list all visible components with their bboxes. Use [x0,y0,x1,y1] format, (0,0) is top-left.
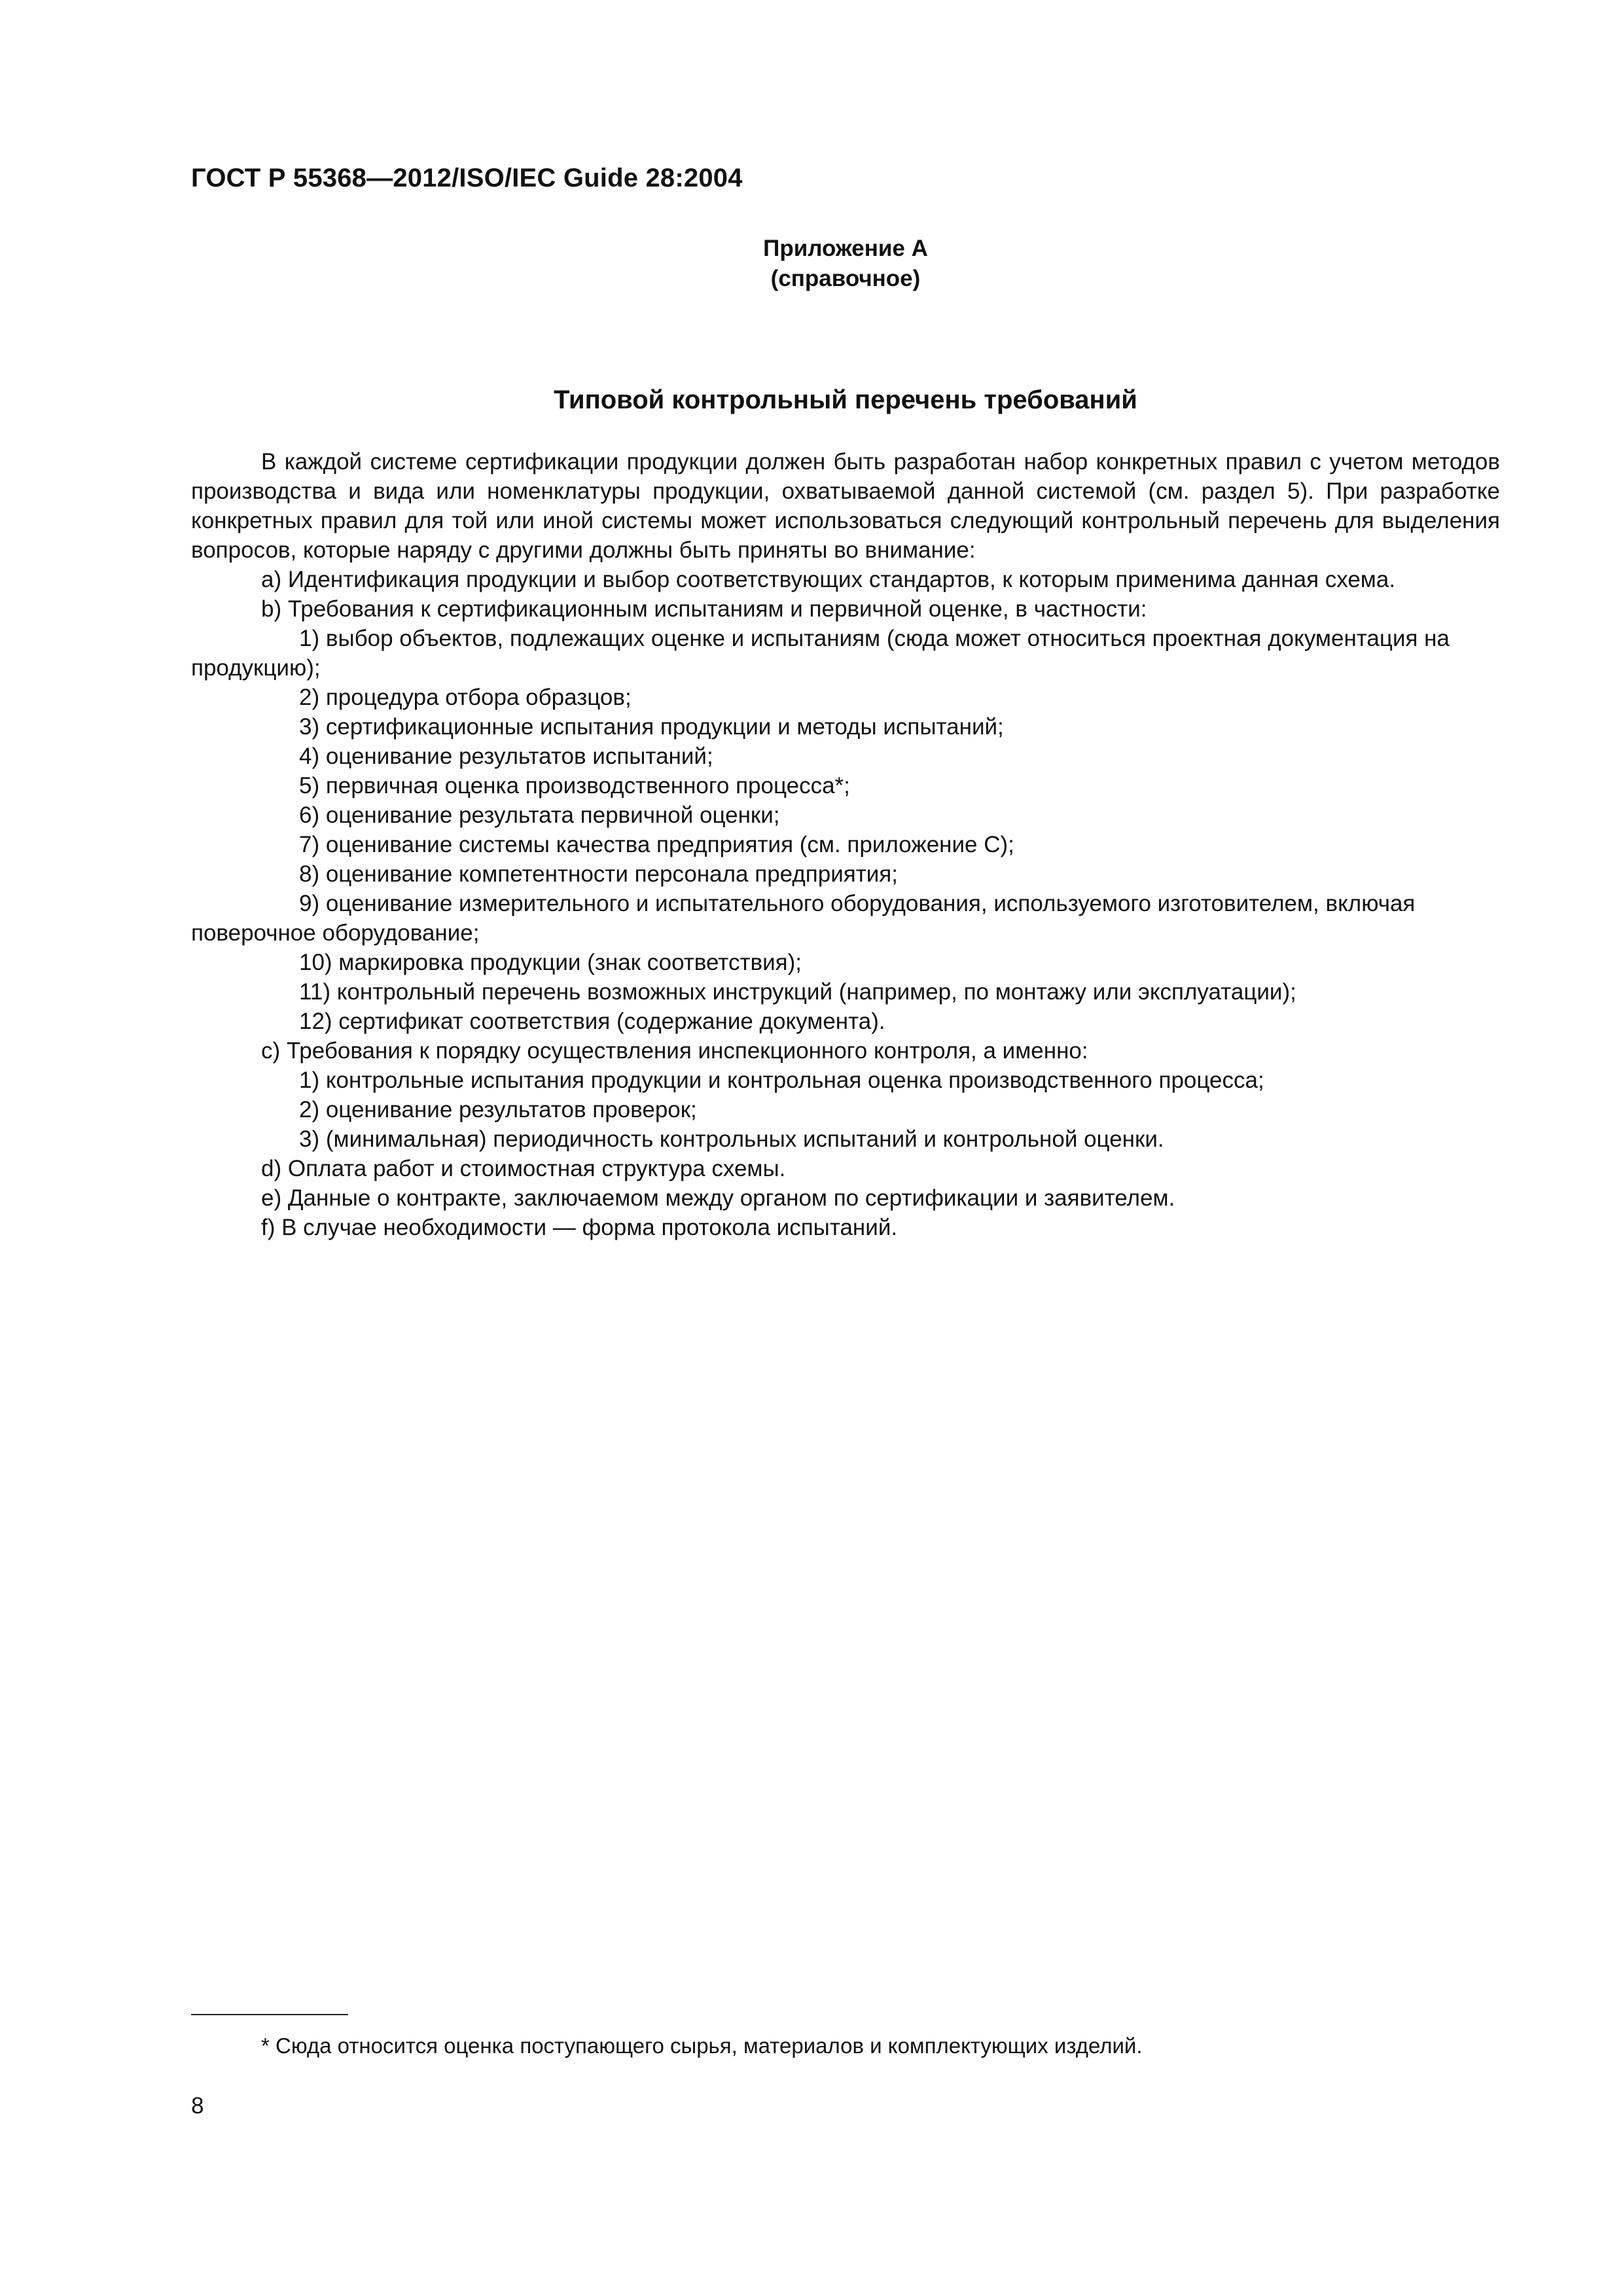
page-number: 8 [191,2093,204,2119]
footnote: * Сюда относится оценка поступающего сырья, материалов и комплектующих изделий. [261,2034,1143,2058]
intro-paragraph: В каждой системе сертификации продукции должен быть разработан набор конкретных правил с учетом методов производства и вида или номенклатуры продукции, охватываемой данной системой (см. раздел 5). При разработке конкретных правил для той или иной системы может использоваться следующий контрольный перечень для выделения вопросов, которые наряду с другими должны быть приняты во внимание: [191,449,1500,563]
standard-code-header: ГОСТ Р 55368—2012/ISO/IEC Guide 28:2004 [191,164,743,192]
list-item-f: f) В случае необходимости — форма протокола испытаний. [261,1215,898,1240]
list-subitem-c3: 3) (минимальная) периодичность контрольных испытаний и контрольной оценки. [299,1126,1164,1152]
list-subitem-b6: 6) оценивание результата первичной оценки; [299,802,780,828]
list-subitem-b11: 11) контрольный перечень возможных инструкций (например, по монтажу или эксплуатации); [299,979,1296,1005]
appendix-label: Приложение А [763,236,928,261]
appendix-type: (справочное) [770,266,921,291]
checklist-body [191,447,1500,1242]
list-subitem-b10: 10) маркировка продукции (знак соответствия); [299,950,802,975]
list-subitem-c2: 2) оценивание результатов проверок; [299,1097,697,1122]
list-subitem-b1: 1) выбор объектов, подлежащих оценке и испытаниям (сюда может относиться проектная документация на продукцию); [191,626,1450,681]
list-subitem-b4: 4) оценивание результатов испытаний; [299,744,713,769]
list-item-a: a) Идентификация продукции и выбор соответствующих стандартов, к которым применима данная схема. [261,567,1396,592]
list-subitem-b7: 7) оценивание системы качества предприятия (см. приложение С); [299,832,1014,857]
list-item-d: d) Оплата работ и стоимостная структура схемы. [261,1156,786,1181]
list-subitem-b3: 3) сертификационные испытания продукции и методы испытаний; [299,714,1004,740]
footnote-divider [191,2014,348,2015]
list-item-b: b) Требования к сертификационным испытаниям и первичной оценке, в частности: [261,596,1147,622]
list-item-c: c) Требования к порядку осуществления инспекционного контроля, а именно: [261,1038,1088,1064]
list-subitem-b8: 8) оценивание компетентности персонала предприятия; [299,861,898,887]
list-subitem-b5: 5) первичная оценка производственного процесса*; [299,773,850,798]
appendix-heading [191,234,1500,294]
list-subitem-c1: 1) контрольные испытания продукции и контрольная оценка производственного процесса; [299,1067,1264,1093]
list-item-e: e) Данные о контракте, заключаемом между органом по сертификации и заявителем. [261,1185,1175,1211]
list-subitem-b9: 9) оценивание измерительного и испытательного оборудования, используемого изготовителем, включая поверочное оборудование; [191,891,1416,946]
list-subitem-b12: 12) сертификат соответствия (содержание документа). [299,1009,885,1034]
list-subitem-b2: 2) процедура отбора образцов; [299,685,632,710]
page-title: Типовой контрольный перечень требований [554,386,1137,414]
